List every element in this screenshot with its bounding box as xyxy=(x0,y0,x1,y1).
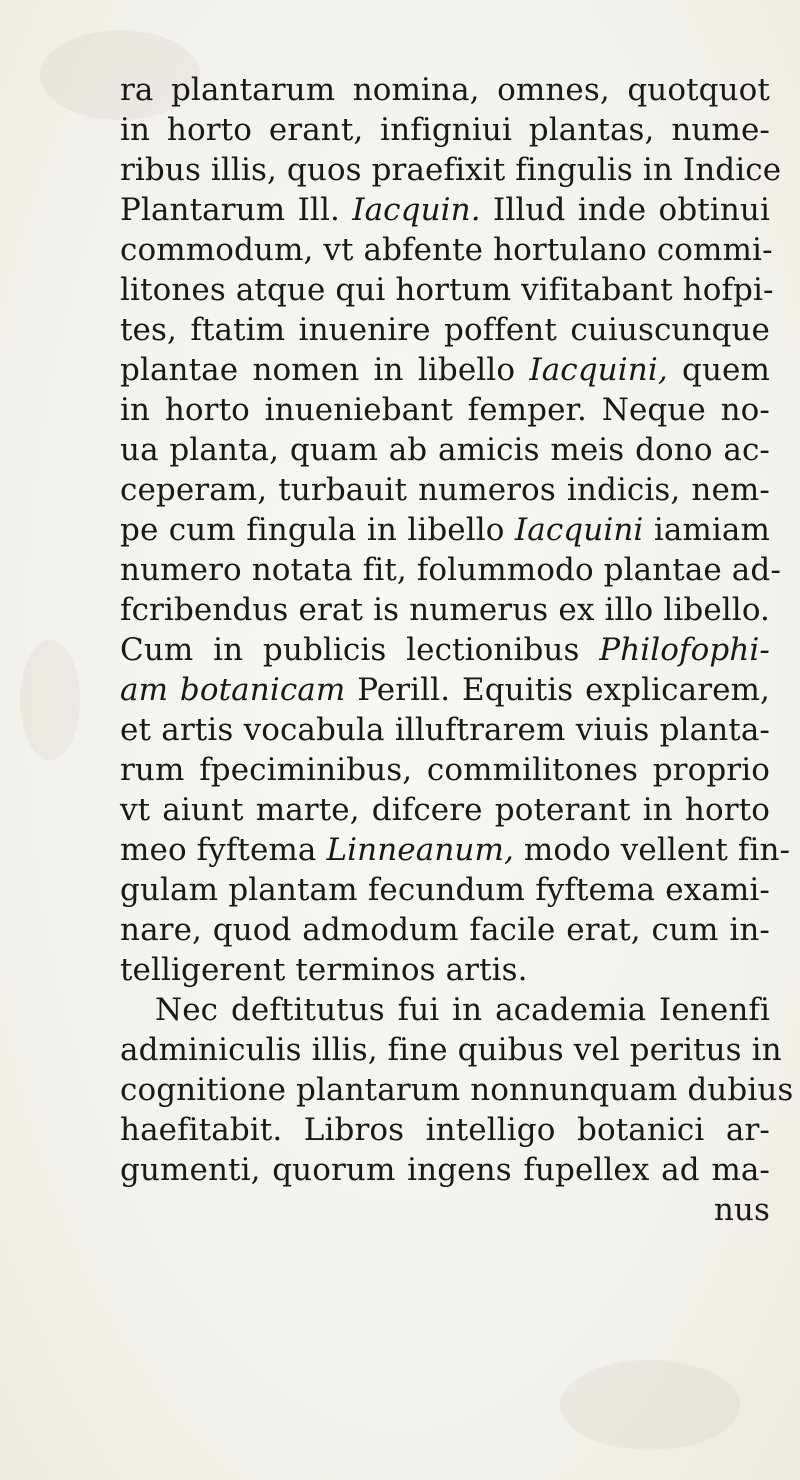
text-line xyxy=(120,270,774,310)
roman-text: cognitione plantarum nonnunquam dubius xyxy=(120,1072,794,1108)
roman-text: in horto erant, infigniui plantas, nume- xyxy=(120,112,770,148)
roman-text: in horto inueniebant femper. Neque no- xyxy=(120,392,770,428)
roman-text: pe cum fingula in libello xyxy=(120,512,515,548)
roman-text: ceperam, turbauit numeros indicis, nem- xyxy=(120,472,770,508)
roman-text: ra plantarum nomina, omnes, quotquot xyxy=(120,72,770,108)
text-line xyxy=(120,510,770,550)
text-line xyxy=(120,550,781,590)
roman-text: Plantarum Ill. xyxy=(120,192,353,228)
roman-text: vt aiunt marte, difcere poterant in horto xyxy=(120,792,770,828)
text-line xyxy=(120,1150,770,1190)
paragraph-start-line xyxy=(155,990,770,1030)
paper-stain xyxy=(20,640,80,760)
text-line xyxy=(120,110,770,150)
roman-text: telligerent terminos artis. xyxy=(120,952,528,988)
roman-text: adminiculis illis, fine quibus vel peritus in xyxy=(120,1032,782,1068)
roman-text: iamiam xyxy=(643,512,770,548)
roman-text: haefitabit. Libros intelligo botanici ar- xyxy=(120,1112,770,1148)
text-line xyxy=(120,310,770,350)
roman-text: gumenti, quorum ingens fupellex ad ma- xyxy=(120,1152,770,1188)
text-line xyxy=(120,710,770,750)
roman-text: ribus illis, quos praefixit fingulis in Indice xyxy=(120,152,782,188)
text-line xyxy=(120,870,770,910)
text-line xyxy=(120,1030,782,1070)
roman-text: Cum in publicis lectionibus xyxy=(120,632,600,668)
text-line xyxy=(120,190,770,230)
roman-text: Illud inde obtinui xyxy=(480,192,770,228)
text-line xyxy=(120,790,770,830)
text-line xyxy=(120,1110,770,1150)
text-line xyxy=(120,1070,794,1110)
text-line xyxy=(120,830,791,870)
roman-text: rum fpeciminibus, commilitones proprio xyxy=(120,752,770,788)
text-line xyxy=(120,750,770,790)
text-line xyxy=(120,630,770,670)
roman-text: tes, ftatim inuenire poffent cuiuscunque xyxy=(120,312,770,348)
paper-stain xyxy=(560,1360,740,1450)
roman-text: et artis vocabula illuftrarem viuis planta- xyxy=(120,712,770,748)
roman-text: Nec deftitutus fui in academia Ienenfi xyxy=(155,992,770,1028)
roman-text: nare, quod admodum facile erat, cum in- xyxy=(120,912,770,948)
catchword xyxy=(120,1190,770,1230)
italic-text: Iacquini xyxy=(514,512,644,548)
italic-text: Iacquin. xyxy=(352,192,481,228)
text-line xyxy=(120,470,770,510)
italic-text: Philofophi- xyxy=(599,632,770,668)
roman-text: plantae nomen in libello xyxy=(120,352,530,388)
text-line xyxy=(120,230,773,270)
roman-text: Perill. Equitis explicarem, xyxy=(345,672,771,708)
roman-text: commodum, vt abfente hortulano commi- xyxy=(120,232,773,268)
text-line xyxy=(120,150,782,190)
text-line xyxy=(120,430,770,470)
italic-text: Linneanum, xyxy=(326,832,514,868)
roman-text: nus xyxy=(713,1192,770,1228)
text-line xyxy=(120,350,770,390)
text-line xyxy=(120,70,770,110)
roman-text: meo fyftema xyxy=(120,832,327,868)
italic-text: am botanicam xyxy=(120,672,346,708)
roman-text: quem xyxy=(667,352,771,388)
roman-text: ua planta, quam ab amicis meis dono ac- xyxy=(120,432,770,468)
roman-text: numero notata fit, folummodo plantae ad- xyxy=(120,552,781,588)
text-line xyxy=(120,590,770,630)
roman-text: fcribendus erat is numerus ex illo libello. xyxy=(120,592,770,628)
text-line xyxy=(120,390,770,430)
text-line xyxy=(120,670,770,710)
roman-text: modo vellent fin- xyxy=(513,832,791,868)
italic-text: Iacquini, xyxy=(529,352,668,388)
roman-text: litones atque qui hortum vifitabant hofpi- xyxy=(120,272,774,308)
text-line xyxy=(120,910,770,950)
text-line xyxy=(120,950,528,990)
roman-text: gulam plantam fecundum fyftema exami- xyxy=(120,872,770,908)
